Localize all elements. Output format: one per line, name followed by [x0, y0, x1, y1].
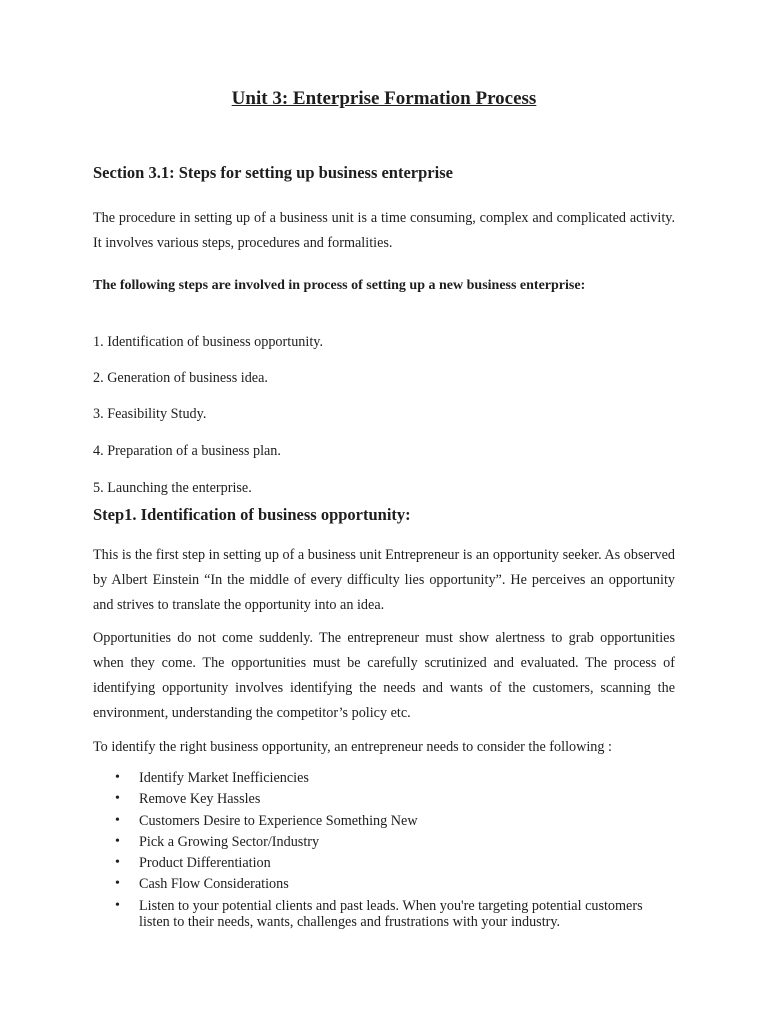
list-item: [93, 770, 675, 787]
step-item: 4. Preparation of a business plan.: [93, 443, 281, 459]
consideration-list: [93, 770, 675, 936]
bullet-icon: •: [115, 770, 120, 785]
bullet-icon: •: [115, 833, 120, 849]
consider-intro: To identify the right business opportunity, an entrepreneur needs to consider the following :: [93, 739, 612, 755]
page-title: Unit 3: Enterprise Formation Process: [231, 88, 537, 109]
list-item: [93, 791, 675, 808]
list-item: [93, 834, 675, 851]
list-item-text: Remove Key Hassles: [139, 791, 261, 808]
step-item: 2. Generation of business idea.: [93, 370, 268, 386]
bullet-icon: •: [115, 855, 120, 871]
list-item-text: Cash Flow Considerations: [139, 876, 289, 893]
step-item: 5. Launching the enterprise.: [93, 480, 252, 496]
step-item: 1. Identification of business opportunity.: [93, 334, 323, 350]
list-item-text: Product Differentiation: [139, 855, 271, 872]
step1-heading: Step1. Identification of business opportunity:: [93, 505, 411, 524]
list-item-text: Customers Desire to Experience Something New: [139, 812, 418, 829]
step1-paragraph-2: Opportunities do not come suddenly. The entrepreneur must show alertness to grab opportunities when they come. The opportunities must be carefully scrutinized and evaluated. The process of identifying opportunity involves identifying the needs and wants of the customers, scanning the environment, understanding the competitor’s policy etc.: [93, 630, 675, 721]
list-item: [93, 813, 675, 830]
list-item-text: Listen to your potential clients and past leads. When you're targeting potential customers listen to their needs, wants, challenges and frustrations with your industry.: [139, 897, 643, 931]
intro-paragraph: The procedure in setting up of a business unit is a time consuming, complex and complicated activity. It involves various steps, procedures and formalities.: [93, 210, 675, 251]
bullet-icon: •: [115, 812, 120, 828]
list-item: [93, 855, 675, 872]
steps-intro: The following steps are involved in process of setting up a new business enterprise:: [93, 278, 586, 293]
step1-paragraph-1: This is the first step in setting up of a business unit Entrepreneur is an opportunity seeker. As observed by Albert Einstein “In the middle of every difficulty lies opportunity”. He perceives an opportunity and strives to translate the opportunity into an idea.: [93, 547, 675, 613]
bullet-icon: •: [115, 876, 120, 892]
bullet-icon: •: [115, 897, 120, 913]
bullet-icon: •: [115, 791, 120, 807]
section-heading: Section 3.1: Steps for setting up business enterprise: [93, 163, 453, 182]
list-item: [93, 898, 675, 931]
list-item-text: Identify Market Inefficiencies: [139, 770, 309, 786]
list-item: [93, 876, 675, 893]
list-item-text: Pick a Growing Sector/Industry: [139, 833, 320, 850]
step-item: 3. Feasibility Study.: [93, 406, 207, 422]
